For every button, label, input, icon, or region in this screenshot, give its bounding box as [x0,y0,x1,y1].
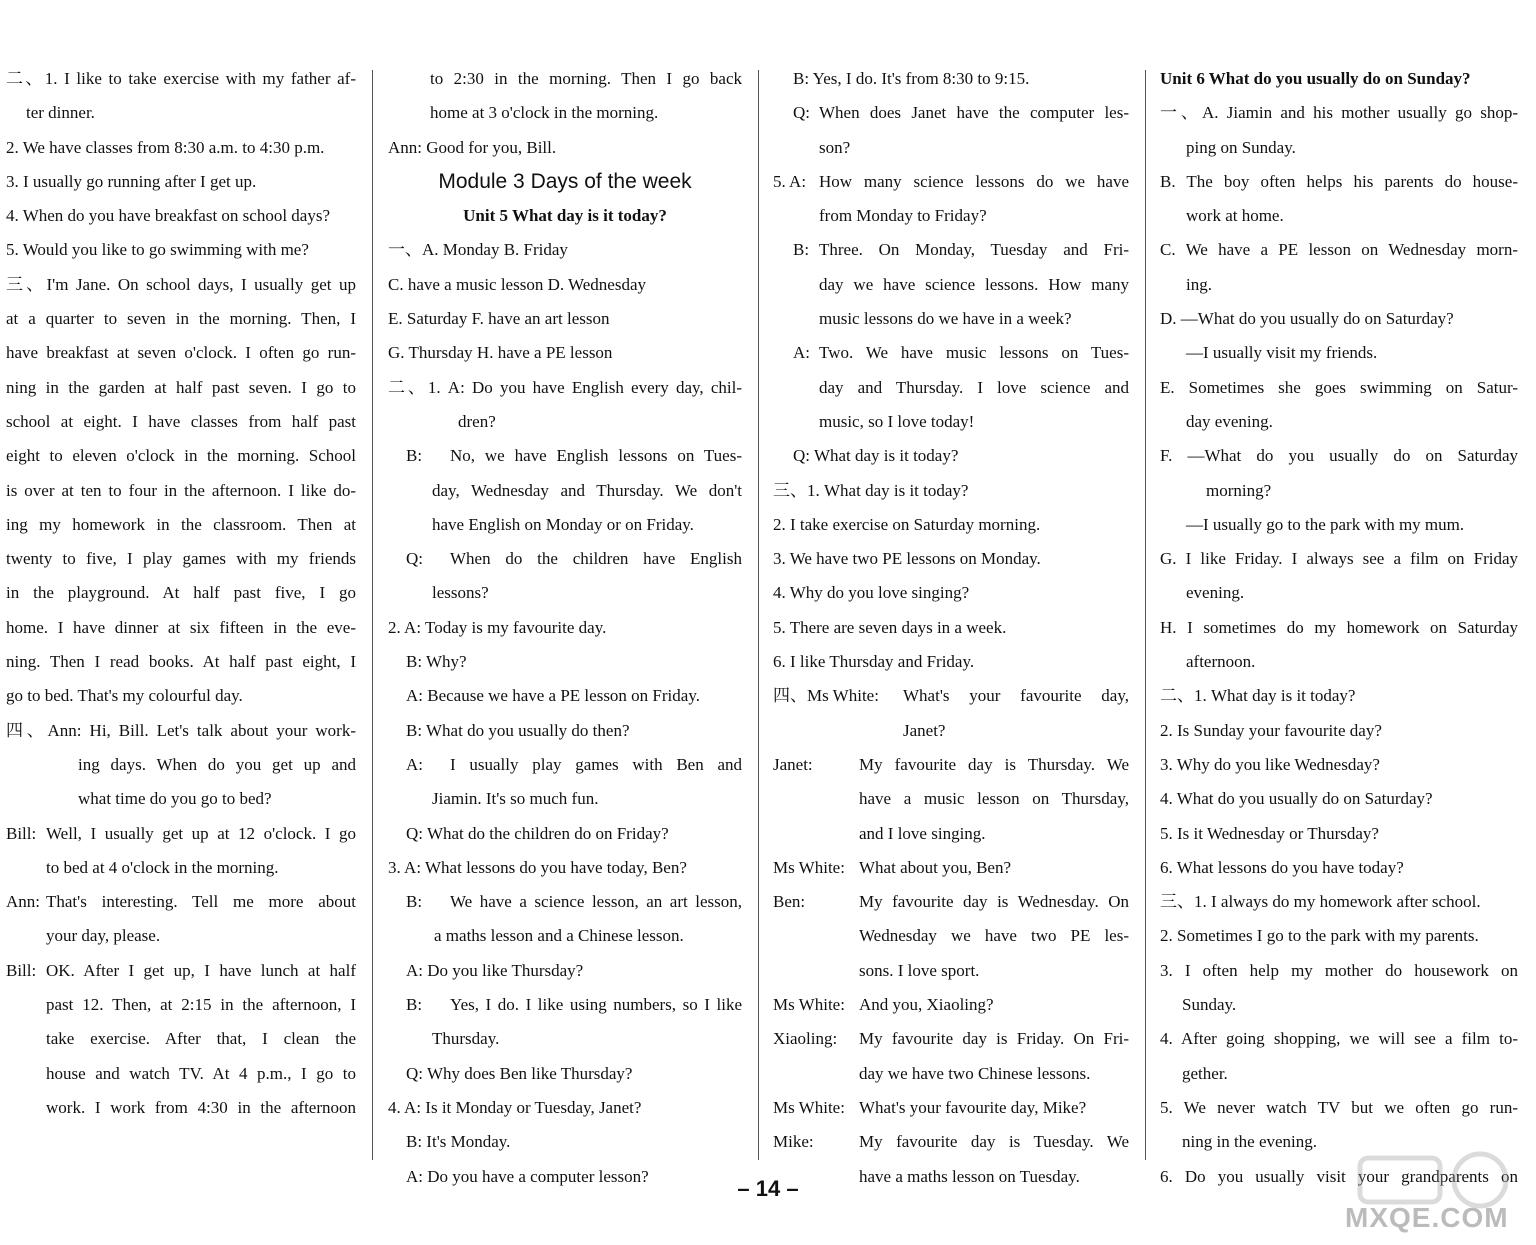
text-line: F. —What do you usually do on Saturday [1160,446,1518,466]
text-line: E. Sometimes she goes swimming on Satur- [1160,377,1518,397]
text-line: G. I like Friday. I always see a film on Friday [1160,549,1518,569]
text-line [773,679,1129,713]
text-line: 6. Do you usually visit your grandparents on [1160,1166,1518,1186]
text-line: day, Wednesday and Thursday. We don't [432,480,742,500]
text-line: son? [819,137,851,157]
text-line: day we have science lessons. How many [819,274,1129,294]
text-line: have English on Monday or on Friday. [432,514,694,534]
speaker-label: Bill: [6,823,37,843]
text-line: afternoon. [1186,652,1256,672]
text-line [6,954,356,988]
speaker-label: Ann: [6,892,40,912]
text-line: 一、A. Monday B. Friday [388,240,568,260]
text-line: —I usually go to the park with my mum. [1186,514,1465,534]
text-line: ing. [1186,274,1212,294]
text-line: home at 3 o'clock in the morning. [430,103,659,123]
text-line: music lessons do we have in a week? [819,309,1072,329]
text-line: 二、1. What day is it today? [1160,686,1356,706]
text-line [388,885,742,919]
speaker-label: Ben: [773,892,806,912]
text-line [773,233,1129,267]
text-line: —I usually visit my friends. [1186,343,1378,363]
line-text: Three. On Monday, Tuesday and Fri- [819,240,1129,260]
text-line: 3. A: What lessons do you have today, Ben? [388,857,687,877]
text-line: lessons? [432,583,489,603]
text-line: music, so I love today! [819,411,975,431]
text-line: 2. We have classes from 8:30 a.m. to 4:30 p.m. [6,137,325,157]
text-line: 3. Why do you like Wednesday? [1160,754,1380,774]
text-line: 2. A: Today is my favourite day. [388,617,607,637]
speaker-label: B: [406,446,423,466]
page-number: – 14 – [737,1176,799,1201]
text-line: Thursday. [432,1029,500,1049]
answer-column-2 [388,62,742,1194]
text-line: 2. Is Sunday your favourite day? [1160,720,1382,740]
line-text: When do the children have English [450,549,742,569]
column-divider [758,70,759,1160]
text-line [773,96,1129,130]
speaker-label: Bill: [6,960,37,980]
text-line: B. The boy often helps his parents do house- [1160,171,1518,191]
answer-column-4 [1160,62,1518,1194]
text-line: past 12. Then, at 2:15 in the afternoon, I [46,995,356,1015]
line-text: My favourite day is Wednesday. On [859,892,1129,912]
text-line: D. —What do you usually do on Saturday? [1160,309,1454,329]
text-line [773,165,1129,199]
text-line: H. I sometimes do my homework on Saturday [1160,617,1518,637]
text-line: E. Saturday F. have an art lesson [388,309,610,329]
line-text: OK. After I get up, I have lunch at half [46,960,356,980]
speaker-label: Q: [406,549,423,569]
text-line: 三、1. What day is it today? [773,480,969,500]
text-line: B: Yes, I do. It's from 8:30 to 9:15. [793,69,1030,88]
text-line [388,988,742,1022]
text-line [388,439,742,473]
text-line: 5. Is it Wednesday or Thursday? [1160,823,1379,843]
text-line: Jiamin. It's so much fun. [432,789,599,809]
line-text: I usually play games with Ben and [450,754,742,774]
text-line: Sunday. [1182,995,1237,1015]
text-line [773,1022,1129,1056]
text-line: go to bed. That's my colourful day. [6,686,243,706]
text-line: ing days. When do you get up and [78,754,356,774]
line-text: Yes, I do. I like using numbers, so I like [450,995,742,1015]
text-line: ing my homework in the classroom. Then at [6,514,356,534]
text-line: day evening. [1186,411,1273,431]
line-text: What's your favourite day, [903,686,1129,706]
line-text: What's your favourite day, Mike? [859,1097,1087,1117]
speaker-label: Q: [793,103,810,123]
text-line [6,885,356,919]
line-text: What about you, Ben? [859,857,1012,877]
text-line: A: Do you have a computer lesson? [406,1166,649,1186]
text-line [773,851,1129,885]
speaker-label: Janet: [773,754,813,774]
text-line: is over at ten to four in the afternoon. I like do- [6,480,356,500]
line-text: We have a science lesson, an art lesson, [450,892,742,912]
text-line: ning in the evening. [1182,1132,1318,1152]
line-text: My favourite day is Friday. On Fri- [859,1029,1129,1049]
text-line: Unit 5 What day is it today? [463,206,667,226]
text-line: to bed at 4 o'clock in the morning. [46,857,279,877]
text-line: G. Thursday H. have a PE lesson [388,343,613,363]
text-line: 3. We have two PE lessons on Monday. [773,549,1041,569]
text-line: work. I work from 4:30 in the afternoon [46,1097,356,1117]
speaker-label: B: [406,995,423,1015]
text-line: what time do you go to bed? [78,789,272,809]
text-line: eight to eleven o'clock in the morning. School [6,446,356,466]
text-line: 二、1. I like to take exercise with my father af- [6,69,356,88]
text-line: a maths lesson and a Chinese lesson. [434,926,684,946]
text-line: from Monday to Friday? [819,206,987,226]
text-line: 一、A. Jiamin and his mother usually go shop- [1160,103,1518,123]
text-line: Q: What day is it today? [793,446,959,466]
line-text: That's interesting. Tell me more about [46,892,356,912]
text-line: 三、1. I always do my homework after school. [1160,892,1481,912]
text-line: have breakfast at seven o'clock. I often go run- [6,343,356,363]
text-line: Module 3 Days of the week [438,169,692,193]
line-text: My favourite day is Thursday. We [859,754,1129,774]
line-text: When does Janet have the computer les- [819,103,1129,123]
text-line: 4. A: Is it Monday or Tuesday, Janet? [388,1097,642,1117]
line-text: How many science lessons do we have [819,171,1129,191]
text-line: 5. There are seven days in a week. [773,617,1007,637]
text-line: ning in the garden at half past seven. I go to [6,377,356,397]
text-line: A: Because we have a PE lesson on Friday. [406,686,700,706]
line-text: Well, I usually get up at 12 o'clock. I go [46,823,356,843]
text-line [388,542,742,576]
line-text: And you, Xiaoling? [859,995,994,1015]
text-line: 5. We never watch TV but we often go run- [1160,1097,1518,1117]
text-line: Unit 6 What do you usually do on Sunday? [1160,69,1471,88]
text-line: 4. Why do you love singing? [773,583,970,603]
text-line: twenty to five, I play games with my friends [6,549,356,569]
text-line [6,817,356,851]
text-line: 3. I usually go running after I get up. [6,171,257,191]
text-line: 6. I like Thursday and Friday. [773,652,975,672]
text-line: 5. Would you like to go swimming with me? [6,240,309,260]
column-divider [372,70,373,1160]
speaker-label: 5. A: [773,171,807,191]
text-line: your day, please. [46,926,161,946]
speaker-label: Ms White: [773,857,845,877]
text-line: A: Do you like Thursday? [406,960,584,980]
text-line: day and Thursday. I love science and [819,377,1129,397]
speaker-label: B: [406,892,423,912]
text-line [773,1091,1129,1125]
speaker-label: A: [793,343,810,363]
text-line: take exercise. After that, I clean the [46,1029,356,1049]
text-line: have a maths lesson on Tuesday. [859,1166,1080,1186]
text-line: home. I have dinner at six fifteen in the eve- [6,617,356,637]
text-line: 四、Ann: Hi, Bill. Let's talk about your work- [6,720,356,740]
text-line [773,988,1129,1022]
text-line: to 2:30 in the morning. Then I go back [430,69,742,88]
text-line: Ann: Good for you, Bill. [388,137,557,157]
text-line: B: What do you usually do then? [406,720,630,740]
text-line: C. We have a PE lesson on Wednesday morn- [1160,240,1518,260]
text-line [388,748,742,782]
text-line: 4. When do you have breakfast on school days? [6,206,331,226]
speaker-label: 四、Ms White: [773,686,879,706]
text-line: work at home. [1186,206,1284,226]
speaker-label: Mike: [773,1132,814,1152]
text-line: dren? [458,411,496,431]
text-line: have a music lesson on Thursday, [859,789,1129,809]
line-text: My favourite day is Tuesday. We [859,1132,1129,1152]
text-line: ning. Then I read books. At half past eight, I [6,652,356,672]
text-line: at a quarter to seven in the morning. Then, I [6,309,356,329]
text-line: school at eight. I have classes from half past [6,411,356,431]
text-line: in the playground. At half past five, I go [6,583,356,603]
text-line [773,1125,1129,1159]
speaker-label: Ms White: [773,1097,845,1117]
text-line [773,885,1129,919]
text-line: gether. [1182,1063,1228,1083]
text-line: 2. I take exercise on Saturday morning. [773,514,1041,534]
text-line: 三、I'm Jane. On school days, I usually get up [6,274,356,294]
text-line: B: Why? [406,652,467,672]
text-line: Janet? [903,720,946,740]
text-line: 2. Sometimes I go to the park with my parents. [1160,926,1479,946]
text-line: ping on Sunday. [1186,137,1296,157]
text-line: Q: Why does Ben like Thursday? [406,1063,633,1083]
speaker-label: Ms White: [773,995,845,1015]
speaker-label: Xiaoling: [773,1029,838,1049]
text-line: 4. After going shopping, we will see a film to- [1160,1029,1518,1049]
text-line: B: It's Monday. [406,1132,511,1152]
speaker-label: A: [406,754,423,774]
watermark-text: MXQE.COM [1345,1202,1509,1233]
text-line: ter dinner. [26,103,95,123]
text-line: 二、1. A: Do you have English every day, chil- [388,377,742,397]
line-text: No, we have English lessons on Tues- [450,446,742,466]
text-line: sons. I love sport. [859,960,980,980]
text-line: Q: What do the children do on Friday? [406,823,669,843]
text-line: morning? [1206,480,1272,500]
text-line: C. have a music lesson D. Wednesday [388,274,646,294]
text-line: 4. What do you usually do on Saturday? [1160,789,1433,809]
text-line [773,336,1129,370]
text-line: evening. [1186,583,1245,603]
text-line: 3. I often help my mother do housework on [1160,960,1518,980]
column-divider [1145,70,1146,1160]
text-line: 6. What lessons do you have today? [1160,857,1404,877]
text-line: house and watch TV. At 4 p.m., I go to [46,1063,356,1083]
text-line: and I love singing. [859,823,986,843]
answer-column-3 [773,62,1129,1194]
line-text: Two. We have music lessons on Tues- [819,343,1129,363]
speaker-label: B: [793,240,810,260]
text-line [773,748,1129,782]
text-line: Wednesday we have two PE les- [859,926,1129,946]
text-line: day we have two Chinese lessons. [859,1063,1091,1083]
answer-column-1 [6,62,356,1125]
